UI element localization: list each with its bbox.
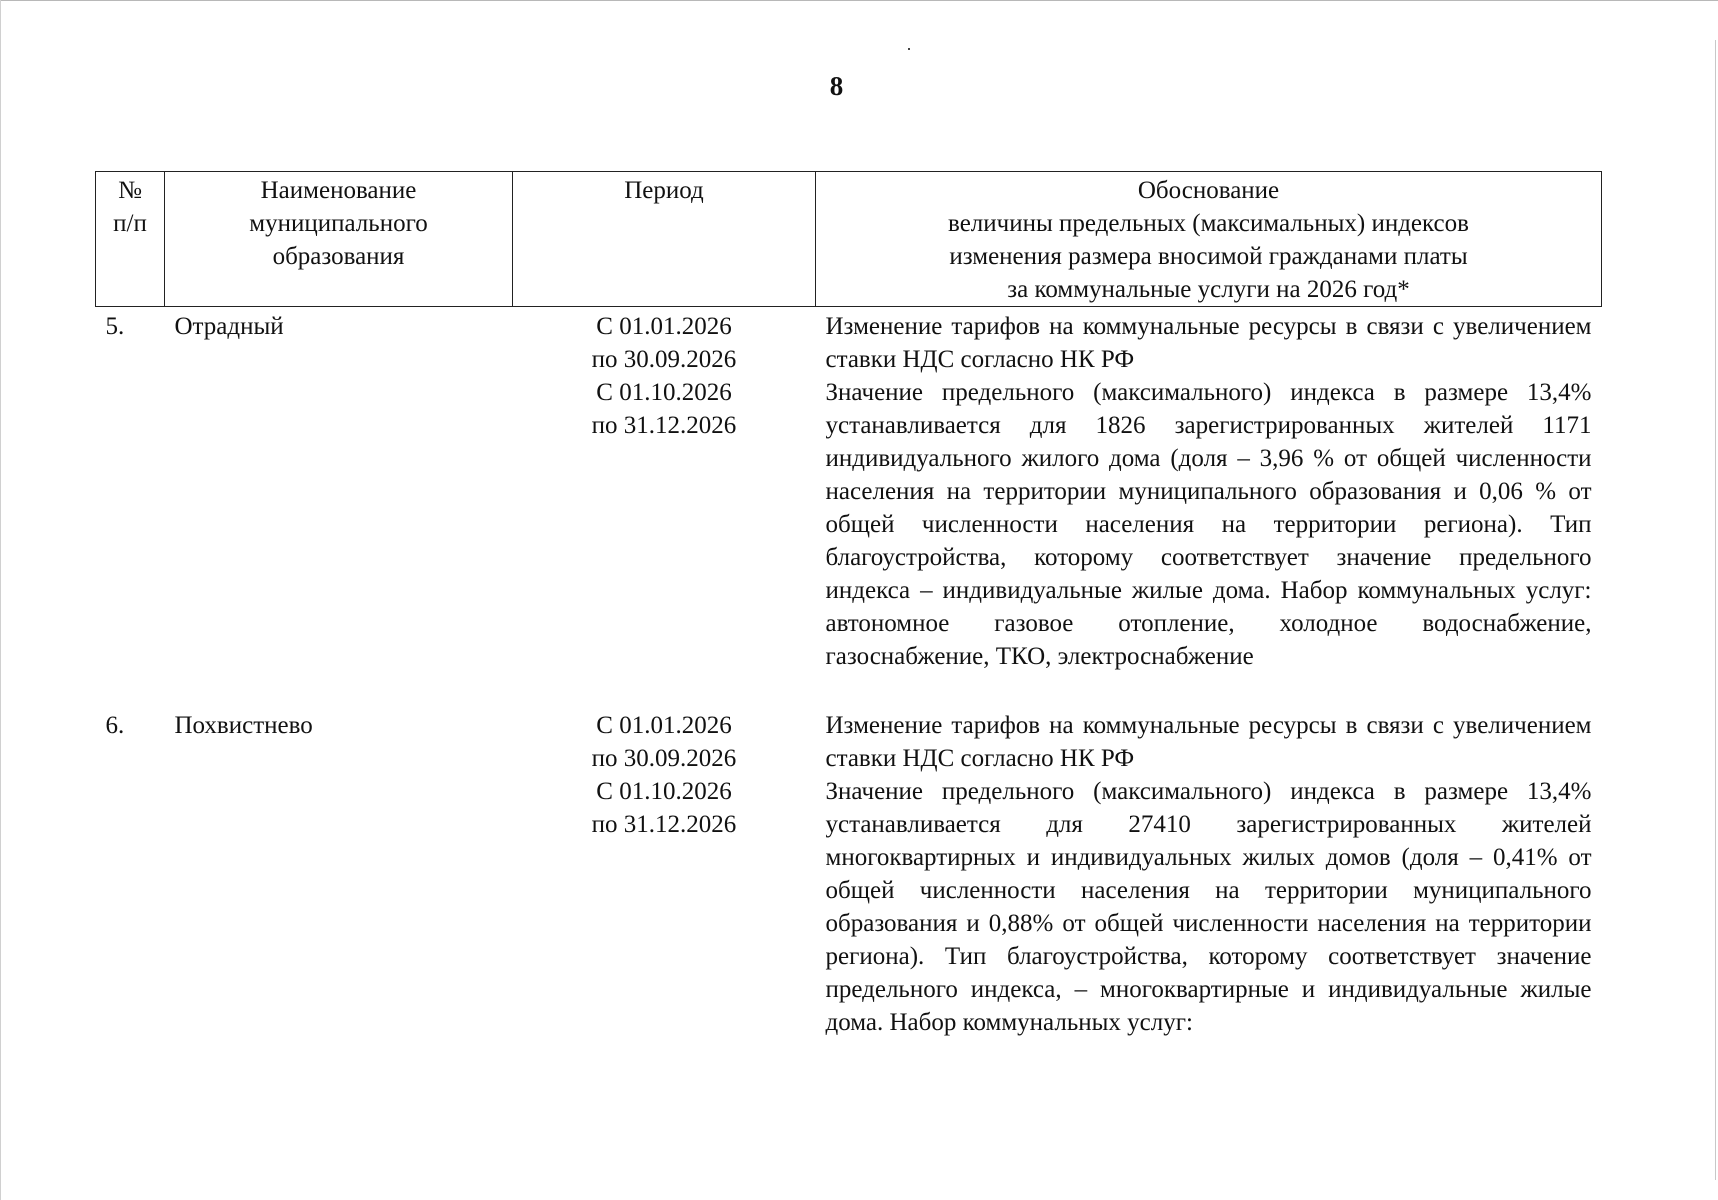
header-line: образования <box>272 243 405 270</box>
period-cell <box>513 706 816 1039</box>
table-row <box>96 706 1602 1039</box>
header-period <box>513 172 816 307</box>
page-edge-right <box>1715 40 1716 1180</box>
period-line: по 31.12.2026 <box>591 412 737 439</box>
period-line: по 31.12.2026 <box>591 811 737 838</box>
header-municipality <box>165 172 513 307</box>
row-number: 5. <box>105 313 125 340</box>
header-line: Наименование <box>260 177 417 204</box>
row-spacer <box>96 673 1602 706</box>
basis-paragraph: Изменение тарифов на коммунальные ресурсы в связи с увеличением ставки НДС согласно НК РФ <box>825 313 1592 373</box>
header-line: муниципального <box>249 210 428 237</box>
period-cell <box>513 307 816 674</box>
tariff-index-table <box>95 171 1602 1039</box>
period-line: С 01.01.2026 <box>596 712 732 739</box>
basis-paragraph: Значение предельного (максимального) индекса в размере 13,4% устанавливается для 1826 зарегистрированных жителей 1171 индивидуального жилого дома (доля – 3,96 % от общей численности населения на территории муниципального образования и 0,06 % от общей численности населения на территории региона). Тип благоустройства, которому соответствует значение предельного индекса – индивидуальные жилые дома. Набор коммунальных услуг: автономное газовое отопление, холодное водоснабжение, газоснабжение, ТКО, электроснабжение <box>825 379 1592 670</box>
header-line: № <box>118 177 142 204</box>
row-number: 6. <box>105 712 125 739</box>
basis-paragraph: Значение предельного (максимального) индекса в размере 13,4% устанавливается для 27410 зарегистрированных жителей многоквартирных и индивидуальных жилых домов (доля – 0,41% от общей численности населения на территории муниципального образования и 0,88% от общей численности населения на территории региона). Тип благоустройства, которому соответствует значение предельного индекса, – многоквартирные и индивидуальные жилые дома. Набор коммунальных услуг: <box>825 778 1592 1036</box>
page-number: 8 <box>829 71 844 101</box>
municipality-name: Отрадный <box>174 313 284 340</box>
period-line: по 30.09.2026 <box>591 745 737 772</box>
header-line: п/п <box>113 210 147 237</box>
period-line: по 30.09.2026 <box>591 346 737 373</box>
table-row <box>96 307 1602 674</box>
header-number <box>96 172 165 307</box>
header-line: Обоснование <box>1137 177 1280 204</box>
header-line: величины предельных (максимальных) индексов <box>948 210 1469 237</box>
table-header-row <box>96 172 1602 307</box>
basis-cell <box>816 706 1602 1039</box>
header-basis <box>816 172 1602 307</box>
page-edge-top <box>0 0 1718 1</box>
page-edge-left <box>0 0 1 1200</box>
scan-speck <box>908 48 910 50</box>
basis-cell <box>816 307 1602 674</box>
period-line: С 01.10.2026 <box>596 379 732 406</box>
period-line: С 01.10.2026 <box>596 778 732 805</box>
header-line: изменения размера вносимой гражданами платы <box>949 243 1468 270</box>
period-line: С 01.01.2026 <box>596 313 732 340</box>
header-line: Период <box>624 177 704 204</box>
municipality-name: Похвистнево <box>174 712 313 739</box>
basis-paragraph: Изменение тарифов на коммунальные ресурсы в связи с увеличением ставки НДС согласно НК РФ <box>825 712 1592 772</box>
header-line: за коммунальные услуги на 2026 год* <box>1007 276 1410 303</box>
